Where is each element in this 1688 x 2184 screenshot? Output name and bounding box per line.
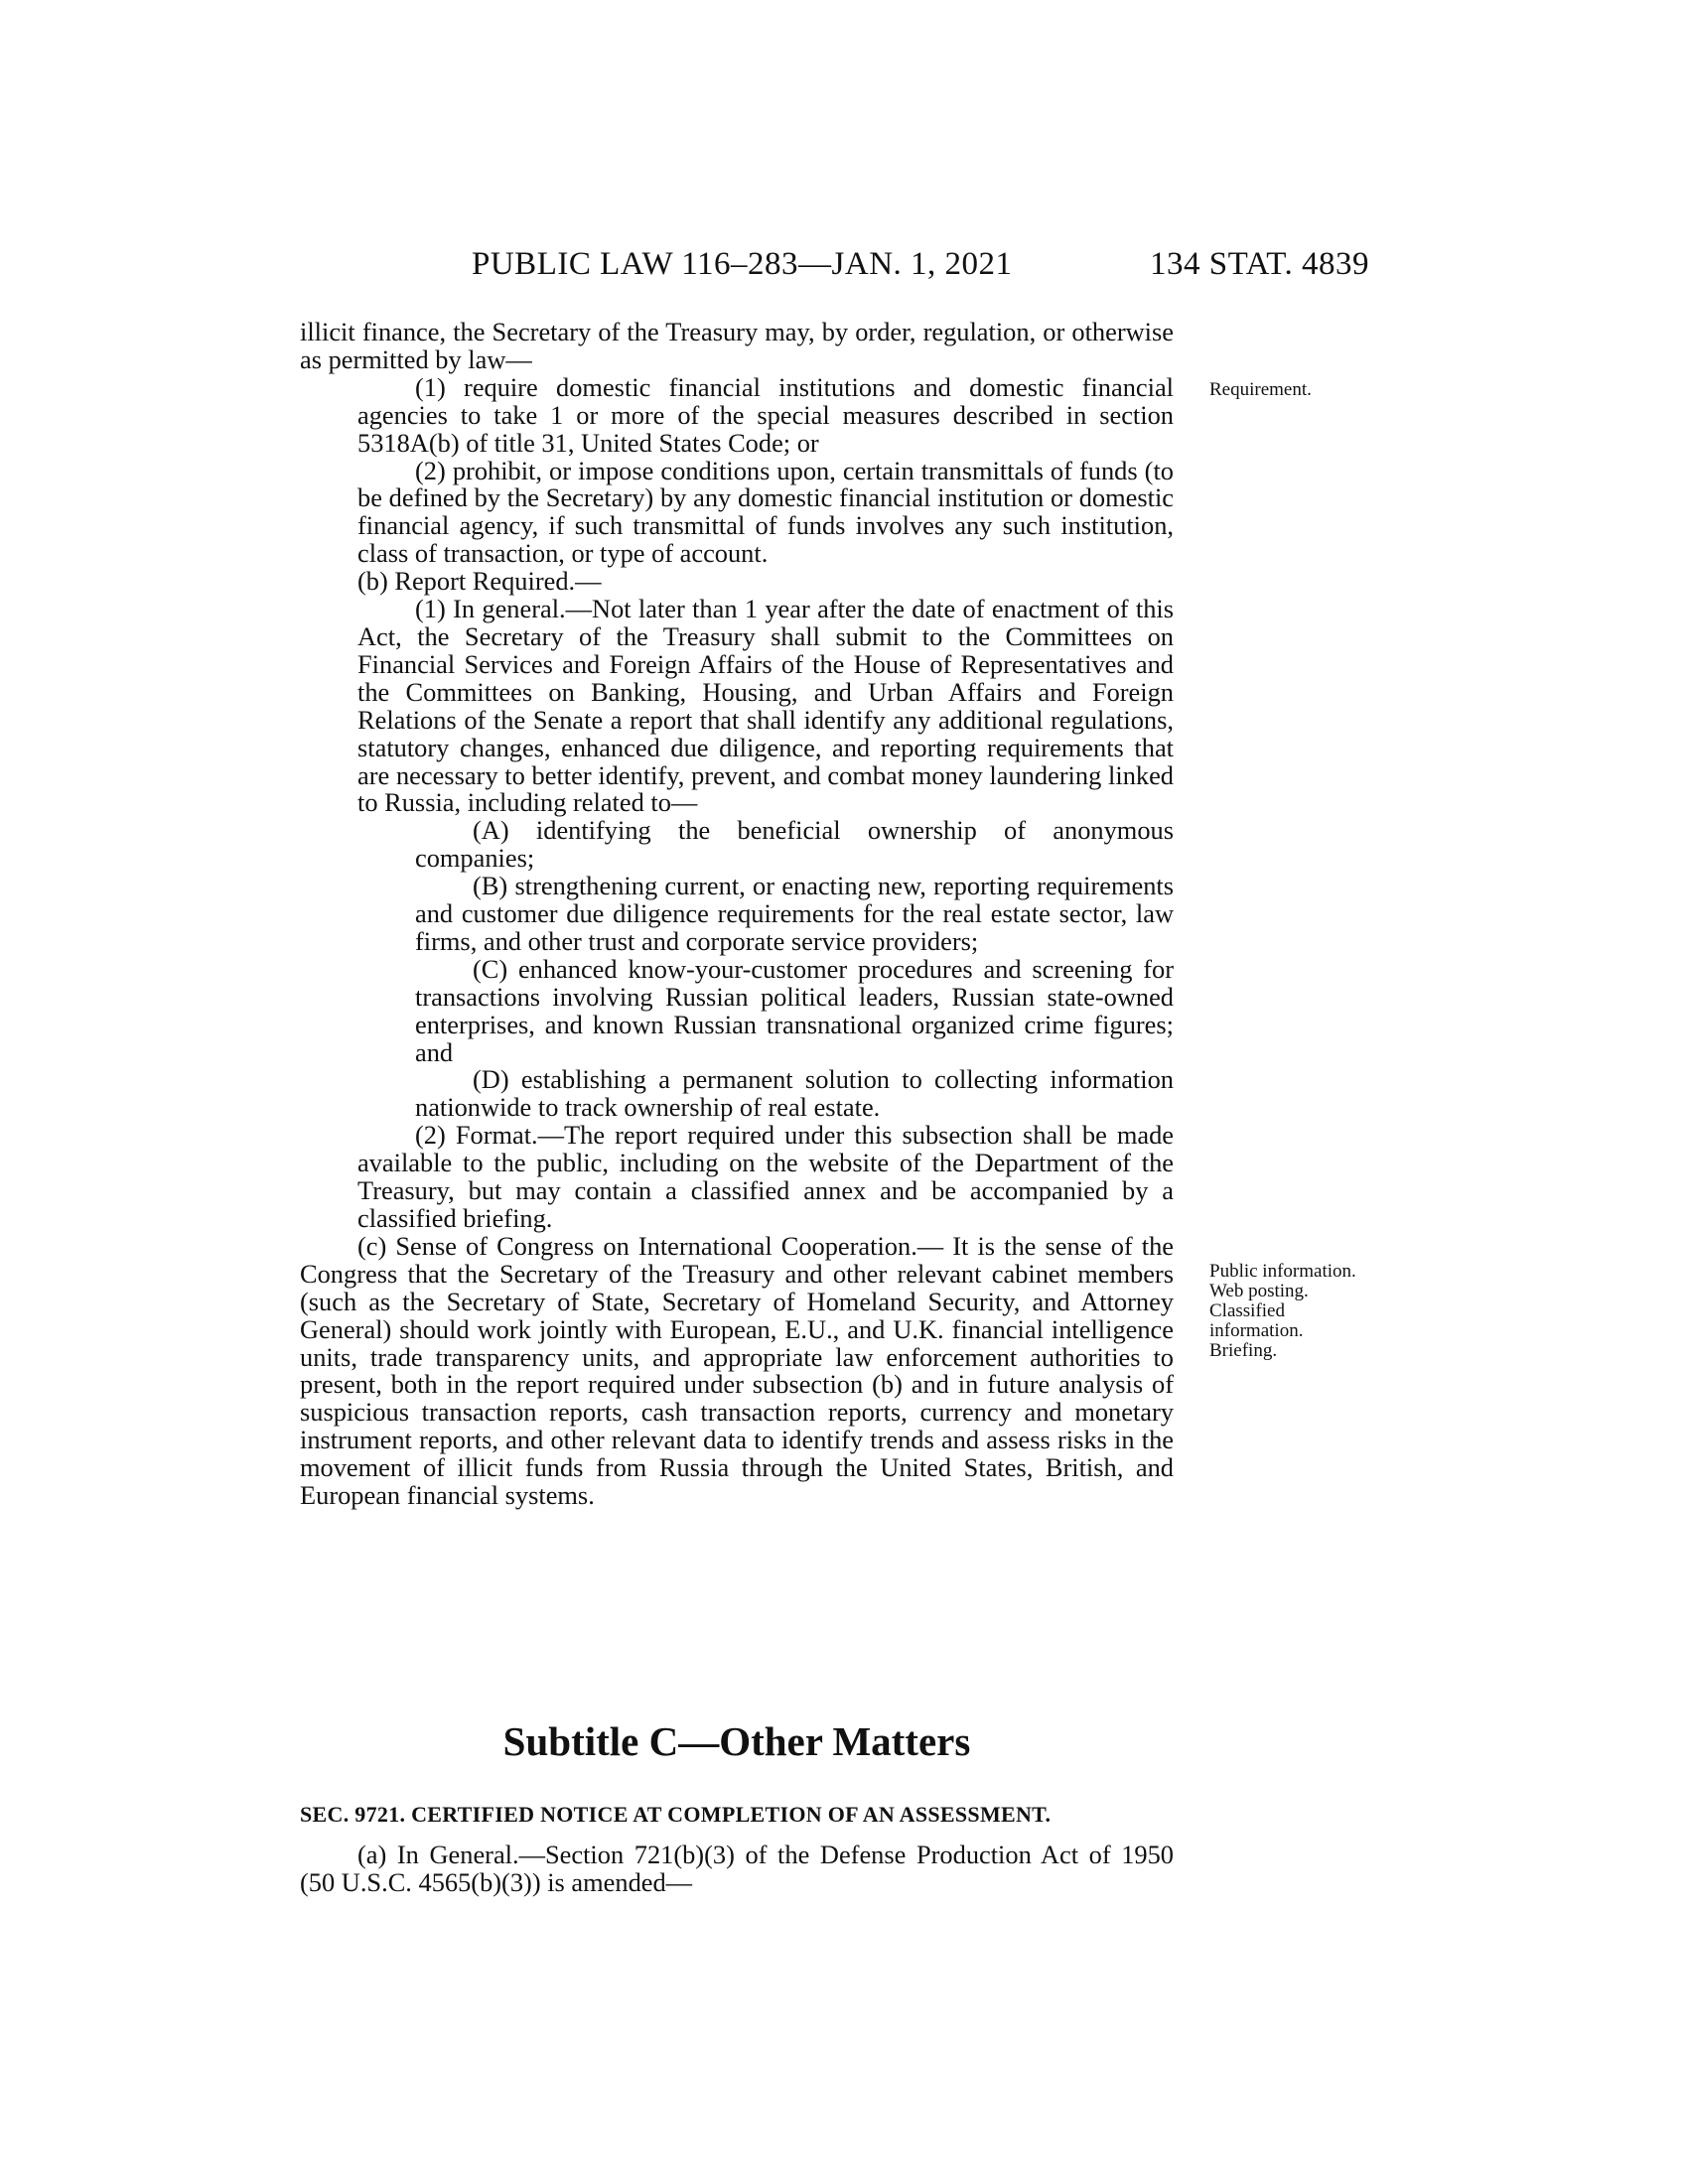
subtitle-heading: Subtitle C—Other Matters: [502, 1718, 971, 1764]
margin-note-public-information: Public information. Web posting. Classified information. Briefing.: [1209, 1261, 1356, 1361]
paragraph-b2: (2) Format.—The report required under this subsection shall be made available to the public, including on the website of the Department of the Treasury, but may contain a classified annex and be accompanied by a classified briefing.: [357, 1120, 1174, 1233]
paragraph-sec-a: (a) In General.—Section 721(b)(3) of the Defense Production Act of 1950 (50 U.S.C. 4565(b)(3)) is amended—: [300, 1840, 1174, 1897]
body-text-section: [300, 1842, 1174, 1897]
paragraph-c: (c) Sense of Congress on International Cooperation.— It is the sense of the Congress that the Secretary of the Treasury and other relevant cabinet members (such as the Secretary of State, Secretary of Homeland Security, and Attorney General) should work jointly with European, E.U., and U.K. financial intelligence units, trade transparency units, and appropriate law enforcement authorities to present, both in the report required under subsection (b) and in future analysis of suspicious transaction reports, cash transaction reports, currency and monetary instrument reports, and other relevant data to identify trends and assess risks in the movement of illicit funds from Russia through the United States, British, and European financial systems.: [300, 1230, 1174, 1511]
paragraph-b1: (1) In general.—Not later than 1 year after the date of enactment of this Act, the Secretary of the Treasury shall submit to the Committees on Financial Services and Foreign Affairs of the House of Representatives and the Committees on Banking, Housing, and Urban Affairs and Foreign Relations of the Senate a report that shall identify any additional regulations, statutory changes, enhanced due diligence, and reporting requirements that are necessary to better identify, prevent, and combat money laundering linked to Russia, including related to—: [357, 594, 1174, 818]
running-header: PUBLIC LAW 116–283—JAN. 1, 2021: [472, 246, 1013, 282]
page-number: 134 STAT. 4839: [1150, 246, 1370, 282]
paragraph-b1-A: (A) identifying the beneficial ownership of anonymous companies;: [415, 815, 1174, 874]
paragraph-intro: illicit finance, the Secretary of the Treasury may, by order, regulation, or otherwise as permitted by law—: [300, 317, 1174, 374]
paragraph-b1-B: (B) strengthening current, or enacting new, reporting requirements and customer due diligence requirements for the real estate sector, law firms, and other trust and corporate service providers;: [415, 871, 1174, 956]
body-text: [300, 319, 1174, 1510]
section-heading: SEC. 9721. CERTIFIED NOTICE AT COMPLETION OF AN ASSESSMENT.: [300, 1802, 1052, 1827]
paragraph-b-heading: (b) Report Required.—: [357, 566, 602, 597]
paragraph-a2: (2) prohibit, or impose conditions upon, certain transmittals of funds (to be defined by the Secretary) by any domestic financial institution or domestic financial agency, if such transmittal of funds involves any such institution, class of transaction, or type of account.: [357, 455, 1174, 569]
margin-note-requirement: Requirement.: [1209, 379, 1312, 400]
paragraph-b1-D: (D) establishing a permanent solution to collecting information nationwide to track ownership of real estate.: [415, 1064, 1174, 1123]
paragraph-b1-C: (C) enhanced know-your-customer procedures and screening for transactions involving Russian political leaders, Russian state-owned enterprises, and known Russian transnational organized crime figures; and: [415, 953, 1174, 1067]
paragraph-a1: (1) require domestic financial institutions and domestic financial agencies to take 1 or more of the special measures described in section 5318A(b) of title 31, United States Code; or: [357, 371, 1174, 458]
